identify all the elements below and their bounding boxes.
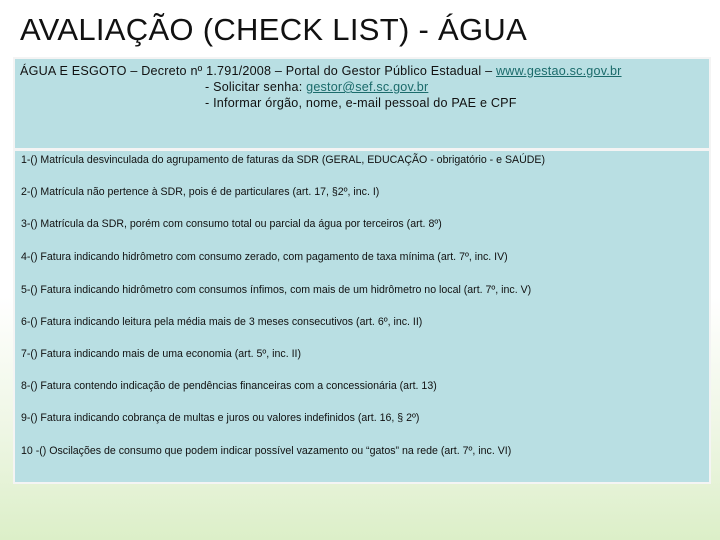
checklist-item-2: 2-() Matrícula não pertence à SDR, pois é de particulares (art. 17, §2º, inc. I) — [21, 186, 380, 198]
header-decree-text: ÁGUA E ESGOTO – Decreto nº 1.791/2008 – Portal do Gestor Público Estadual – — [20, 64, 496, 78]
checklist-item-5: 5-() Fatura indicando hidrômetro com consumos ínfimos, com mais de um hidrômetro no local (art. 7º, inc. V) — [21, 284, 532, 296]
checklist-item-3: 3-() Matrícula da SDR, porém com consumo total ou parcial da água por terceiros (art. 8º) — [21, 218, 442, 230]
checklist-item-4: 4-() Fatura indicando hidrômetro com consumo zerado, com pagamento de taxa mínima (art. 7º, inc. IV) — [21, 251, 508, 263]
checklist-item-8: 8-() Fatura contendo indicação de pendências financeiras com a concessionária (art. 13) — [21, 380, 437, 392]
header-password-text: - Solicitar senha: — [205, 80, 307, 94]
page-title: AVALIAÇÃO (CHECK LIST) - ÁGUA — [20, 12, 528, 47]
checklist-item-6: 6-() Fatura indicando leitura pela média mais de 3 meses consecutivos (art. 6º, inc. II) — [21, 316, 423, 328]
checklist-item-10: 10 -() Oscilações de consumo que podem indicar possível vazamento ou “gatos” na rede (art. 7º, inc. VI) — [21, 445, 512, 457]
header-line-password — [205, 79, 428, 95]
checklist-item-9: 9-() Fatura indicando cobrança de multas e juros ou valores indefinidos (art. 16, § 2º) — [21, 412, 420, 424]
checklist-panel — [13, 57, 711, 484]
email-link[interactable]: gestor@sef.sc.gov.br — [306, 80, 429, 94]
checklist-item-7: 7-() Fatura indicando mais de uma economia (art. 5º, inc. II) — [21, 348, 302, 360]
portal-link[interactable]: www.gestao.sc.gov.br — [496, 64, 622, 78]
header-line-decree — [20, 63, 622, 79]
checklist-item-1: 1-() Matrícula desvinculada do agrupamento de faturas da SDR (GERAL, EDUCAÇÃO - obrigatório - e SAÚDE) — [21, 154, 546, 166]
header-line-inform: - Informar órgão, nome, e-mail pessoal do PAE e CPF — [205, 96, 517, 110]
checklist-header — [15, 59, 709, 151]
